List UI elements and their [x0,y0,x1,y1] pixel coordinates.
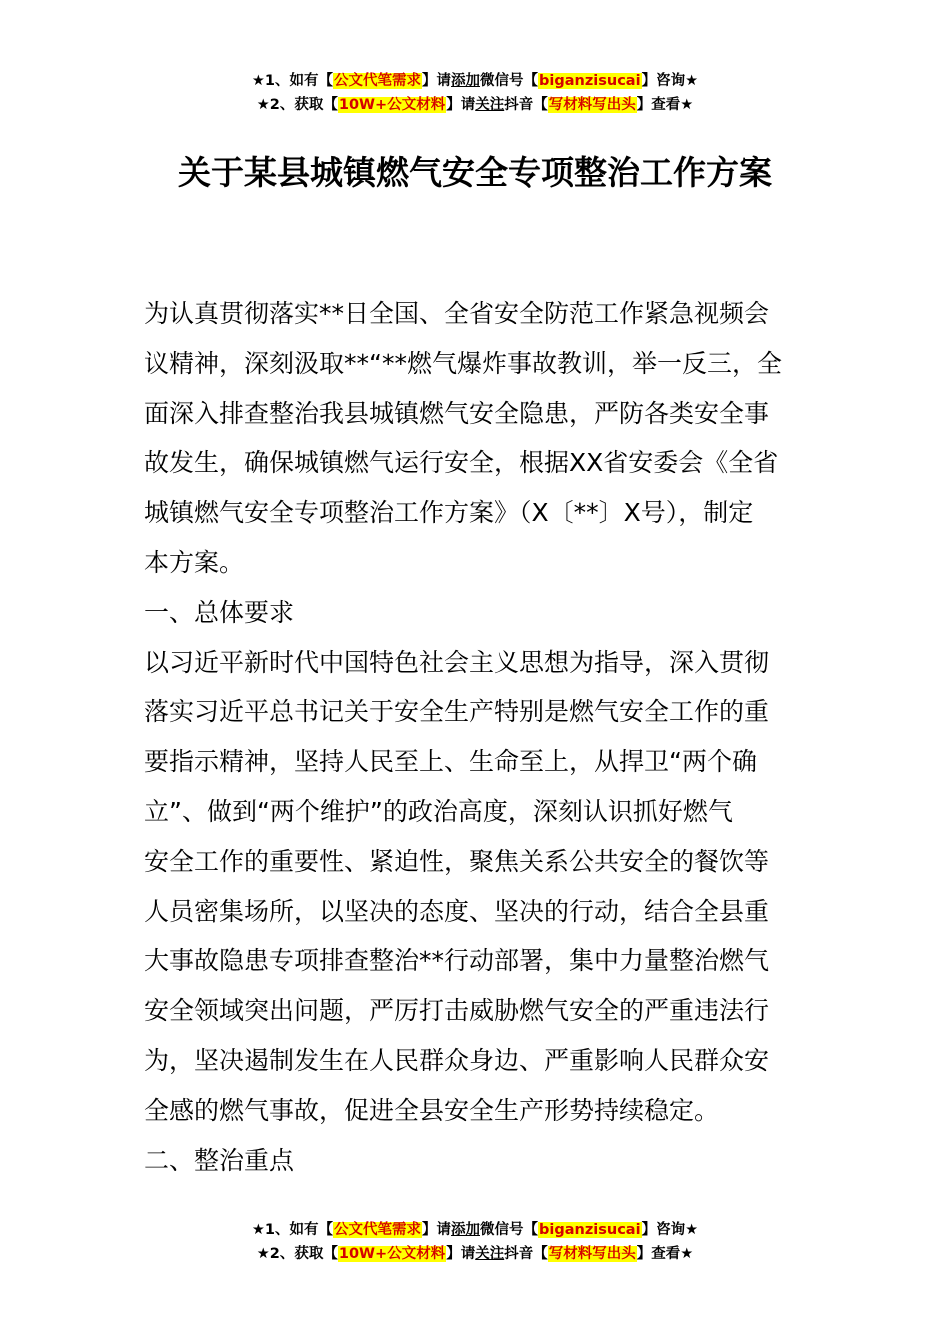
body-line: 全感的燃气事故，促进全县安全生产形势持续稳定。 [144,1095,720,1125]
body-line: 要指示精神，坚持人民至上、生命至上，从捍卫“两个确 [144,747,757,777]
footer-banner [0,1218,950,1266]
body-line: 大事故隐患专项排查整治**行动部署，集中力量整治燃气 [144,946,770,976]
highlight-materials: 10W+公文材料 [338,1246,446,1262]
document-body [144,289,808,1185]
body-line: 为，坚决遏制发生在人民群众身边、严重影响人民群众安 [144,1045,770,1075]
highlight-douyin-id: 写材料写出头 [548,97,636,113]
body-line: 立”、做到“两个维护”的政治高度，深刻认识抓好燃气 [144,796,733,826]
banner-line-1: ★1、如有【公文代笔需求】请添加微信号【biganzisucai】咨询★ [251,1222,699,1238]
body-line: 本方案。 [144,547,245,577]
highlight-wechat-id: biganzisucai [539,1222,641,1238]
section-heading-1: 一、总体要求 [144,597,295,627]
body-line: 以习近平新时代中国特色社会主义思想为指导，深入贯彻 [144,647,770,677]
body-line: 人员密集场所，以坚决的态度、坚决的行动，结合全县重 [144,896,770,926]
body-line: 议精神，深刻汲取**“**燃气爆炸事故教训，举一反三，全 [144,348,782,378]
body-line: 落实习近平总书记关于安全生产特别是燃气安全工作的重 [144,697,770,727]
body-line: 故发生，确保城镇燃气运行安全，根据XX省安委会《全省 [144,448,779,478]
document-title: 关于某县城镇燃气安全专项整治工作方案 [178,153,772,192]
body-line: 安全领域突出问题，严厉打击威胁燃气安全的严重违法行 [144,996,770,1026]
body-line: 面深入排查整治我县城镇燃气安全隐患，严防各类安全事 [144,398,770,428]
body-line: 安全工作的重要性、紧迫性，聚焦关系公共安全的餐饮等 [144,846,770,876]
highlight-service: 公文代笔需求 [334,1222,422,1238]
highlight-douyin-id: 写材料写出头 [548,1246,636,1262]
banner-line-1: ★1、如有【公文代笔需求】请添加微信号【biganzisucai】咨询★ [251,73,699,89]
section-heading-2: 二、整治重点 [144,1145,295,1175]
body-line: 城镇燃气安全专项整治工作方案》（X〔**〕X号），制定 [144,498,754,528]
highlight-materials: 10W+公文材料 [338,97,446,113]
header-banner [0,69,950,117]
banner-line-2: ★2、获取【10W+公文材料】请关注抖音【写材料写出头】查看★ [256,97,694,113]
banner-line-2: ★2、获取【10W+公文材料】请关注抖音【写材料写出头】查看★ [256,1246,694,1262]
highlight-service: 公文代笔需求 [334,73,422,89]
highlight-wechat-id: biganzisucai [539,73,641,89]
body-line: 为认真贯彻落实**日全国、全省安全防范工作紧急视频会 [144,299,770,328]
